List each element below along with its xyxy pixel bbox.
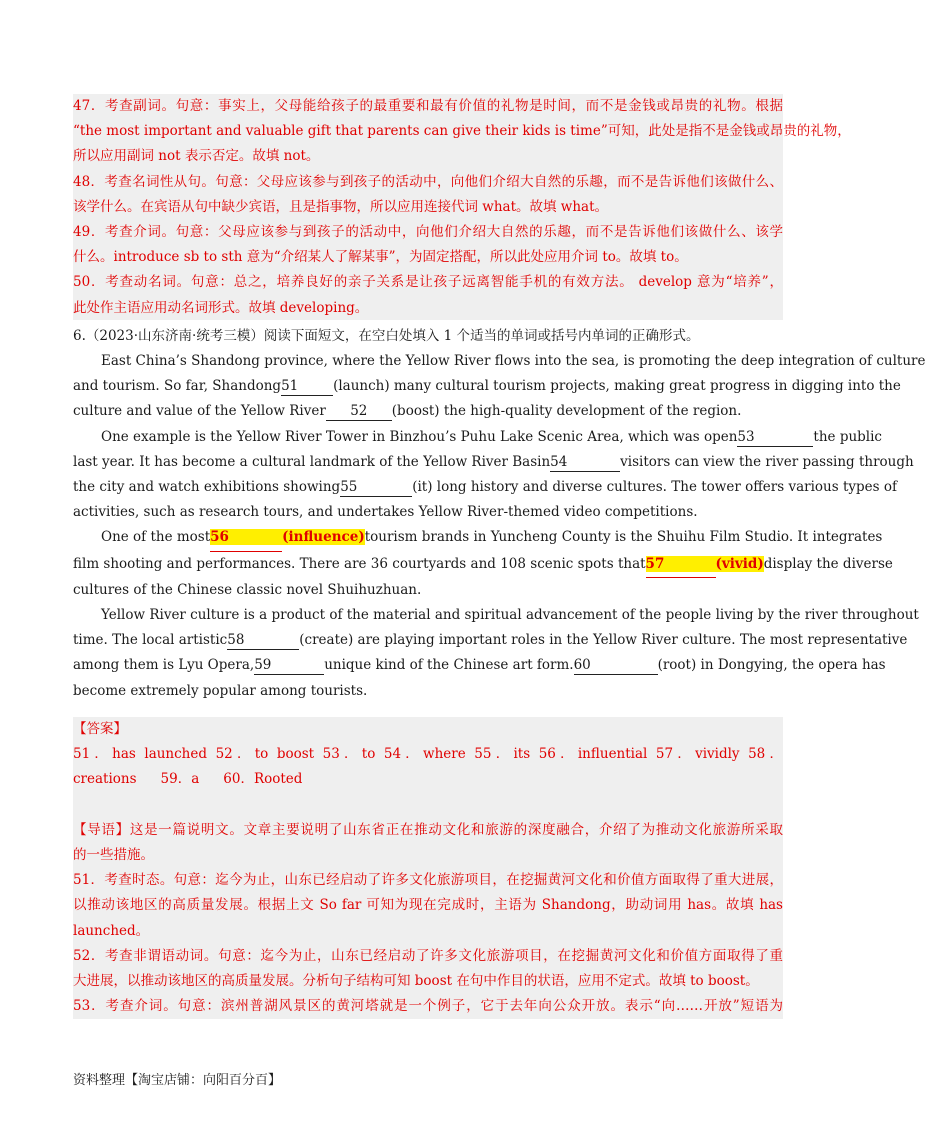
explanation-49-line-2: 什么。introduce sb to sth 意为“介绍某人了解某事”，为固定搭配，所以此处应用介词 to。故填 to。 bbox=[73, 249, 688, 266]
passage-text: the city and watch exhibitions showing bbox=[73, 479, 341, 496]
blank-55[interactable]: 55 bbox=[340, 479, 412, 497]
passage-line bbox=[73, 399, 783, 424]
passage-line bbox=[73, 374, 901, 399]
explanation-48-line-1: 48．考查名词性从句。句意：父母应该参与到孩子的活动中，向他们介绍大自然的乐趣，而不是告诉他们该做什么、 bbox=[73, 173, 783, 190]
blank-59[interactable]: 59 bbox=[254, 657, 324, 675]
passage-line bbox=[73, 603, 919, 628]
guide-line-1 bbox=[73, 818, 783, 843]
blank-57-hint: (vivid) bbox=[715, 555, 764, 572]
passage-text: (launch) many cultural tourism projects, making great progress in digging into the bbox=[333, 378, 901, 395]
explanation-53-line-1: 53．考查介词。句意：滨州普湖风景区的黄河塔就是一个例子，它于去年向公众开放。表示“向……开放”短语为 bbox=[73, 998, 783, 1015]
passage-text: One of the most bbox=[101, 529, 211, 546]
explanation-47-line-1: 47．考查副词。句意：事实上，父母能给孩子的最重要和最有价值的礼物是时间，而不是金钱或昂贵的礼物。根据 bbox=[73, 98, 783, 114]
guide-heading: 【导语】 bbox=[73, 821, 130, 838]
passage-text: time. The local artistic bbox=[73, 632, 228, 649]
blank-53[interactable]: 53 bbox=[737, 429, 813, 447]
passage-text: tourism brands in Yuncheng County is the Shuihu Film Studio. It integrates bbox=[364, 529, 883, 546]
passage-line bbox=[73, 552, 893, 578]
answer-52: 52．to boost bbox=[215, 746, 315, 763]
passage-text: among them is Lyu Opera, bbox=[73, 657, 255, 674]
answer-51: 51．has launched bbox=[73, 746, 208, 763]
blank-52[interactable]: 52 bbox=[326, 403, 392, 421]
passage-text: the public bbox=[813, 428, 882, 445]
passage-text: (it) long history and diverse cultures. The tower offers various types of bbox=[412, 479, 897, 496]
answer-53: 53．to bbox=[322, 746, 376, 763]
passage-text: and tourism. So far, Shandong bbox=[73, 378, 282, 395]
explanation-47-line-3: 所以应用副词 not 表示否定。故填 not。 bbox=[73, 148, 320, 165]
answer-58: creations bbox=[73, 771, 137, 788]
blank-56-highlight[interactable] bbox=[210, 529, 365, 545]
explanation-51-line-2: 以推动该地区的高质量发展。根据上文 So far 可知为现在完成时，主语为 Shandong，助动词用 has。故填 has bbox=[73, 897, 783, 914]
blank-60[interactable]: 60 bbox=[574, 657, 658, 675]
answer-56: 56．influential bbox=[538, 746, 648, 763]
answer-54: 54．where bbox=[383, 746, 466, 763]
passage-line bbox=[73, 679, 783, 704]
passage-text: display the diverse bbox=[763, 555, 893, 572]
passage-line bbox=[73, 425, 882, 450]
explanation-49-line-1: 49．考查介词。句意：父母应该参与到孩子的活动中，向他们介绍大自然的乐趣，而不是告诉他们该做什么、该学 bbox=[73, 224, 783, 241]
answer-heading: 【答案】 bbox=[73, 721, 127, 737]
explanation-51-line-3: launched。 bbox=[73, 922, 150, 939]
footer-source: 资料整理【淘宝店铺：向阳百分百】 bbox=[73, 1073, 282, 1088]
answer-58-label: 58． bbox=[748, 746, 784, 763]
passage-text: (create) are playing important roles in the Yellow River culture. The most representative bbox=[299, 632, 908, 649]
spacer bbox=[73, 793, 783, 818]
explanation-51-line-1: 51．考查时态。句意：迄今为止，山东已经启动了许多文化旅游项目，在挖掘黄河文化和价值方面取得了重大进展， bbox=[73, 872, 783, 889]
passage-line bbox=[73, 578, 783, 603]
passage-text: (boost) the high-quality development of the region. bbox=[391, 403, 742, 420]
blank-56: 56 bbox=[210, 525, 282, 551]
guide-text: 这是一篇说明文。文章主要说明了山东省正在推动文化和旅游的深度融合，介绍了为推动文化旅游所采取 bbox=[129, 821, 784, 838]
answer-60: 60．Rooted bbox=[223, 771, 303, 788]
passage-text: film shooting and performances. There are 36 courtyards and 108 scenic spots that bbox=[73, 555, 646, 572]
answer-57: 57．vividly bbox=[655, 746, 740, 763]
blank-51[interactable]: 51 bbox=[281, 378, 333, 396]
passage bbox=[73, 349, 925, 704]
passage-text: visitors can view the river passing through bbox=[620, 453, 914, 470]
passage-text: culture and value of the Yellow River bbox=[73, 403, 326, 420]
explanation-52-line-1: 52．考查非谓语动词。句意：迄今为止，山东已经启动了许多文化旅游项目，在挖掘黄河文化和价值方面取得了重 bbox=[73, 947, 783, 964]
passage-line bbox=[73, 525, 883, 551]
blank-54[interactable]: 54 bbox=[550, 454, 620, 472]
blank-57: 57 bbox=[646, 552, 716, 578]
passage-text: One example is the Yellow River Tower in Binzhou’s Puhu Lake Scenic Area, which was open bbox=[101, 428, 738, 445]
answer-59: 59．a bbox=[160, 771, 200, 788]
question-header: 6.（2023·山东济南·统考三模）阅读下面短文，在空白处填入 1 个适当的单词或括号内单词的正确形式。 bbox=[73, 328, 700, 344]
guide-line-2: 的一些措施。 bbox=[73, 847, 154, 864]
answers-line-2 bbox=[73, 767, 783, 792]
answer-55: 55．its bbox=[474, 746, 531, 763]
passage-line bbox=[73, 450, 914, 475]
explanation-50-line-2: 此处作主语应用动名词形式。故填 developing。 bbox=[73, 299, 369, 316]
explanation-48-line-2: 该学什么。在宾语从句中缺少宾语，且是指事物，所以应用连接代词 what。故填 what。 bbox=[73, 198, 609, 215]
blank-57-highlight[interactable] bbox=[646, 556, 764, 572]
passage-text: activities, such as research tours, and undertakes Yellow River-themed video competitions. bbox=[73, 504, 698, 521]
blank-56-hint: (influence) bbox=[282, 529, 365, 546]
answer-section bbox=[73, 717, 783, 1019]
explanation-52-line-2: 大进展，以推动该地区的高质量发展。分析句子结构可知 boost 在句中作目的状语，应用不定式。故填 to boost。 bbox=[73, 973, 759, 990]
explanation-47-line-2: “the most important and valuable gift that parents can give their kids is time”可知，此处是指不是金钱或昂贵的礼物， bbox=[73, 123, 851, 140]
passage-text: cultures of the Chinese classic novel Shuihuzhuan. bbox=[73, 581, 422, 598]
blank-58[interactable]: 58 bbox=[227, 632, 299, 650]
passage-line bbox=[73, 653, 886, 678]
passage-text: become extremely popular among tourists. bbox=[73, 682, 368, 699]
passage-text: East China’s Shandong province, where the Yellow River flows into the sea, is promoting the deep integration of culture bbox=[101, 353, 925, 369]
passage-text: (root) in Dongying, the opera has bbox=[657, 657, 886, 674]
passage-text: last year. It has become a cultural landmark of the Yellow River Basin bbox=[73, 453, 551, 470]
passage-line bbox=[73, 349, 925, 374]
explanations-top bbox=[73, 94, 851, 320]
passage-line bbox=[73, 628, 908, 653]
passage-line bbox=[73, 500, 783, 525]
explanation-50-line-1: 50．考查动名词。句意：总之，培养良好的亲子关系是让孩子远离智能手机的有效方法。 develop 意为“培养”， bbox=[73, 274, 783, 291]
answers-line-1 bbox=[73, 742, 783, 767]
passage-line bbox=[73, 475, 897, 500]
passage-text: Yellow River culture is a product of the material and spiritual advancement of the people living by the river throughout bbox=[101, 607, 919, 624]
passage-text: unique kind of the Chinese art form. bbox=[324, 657, 574, 674]
